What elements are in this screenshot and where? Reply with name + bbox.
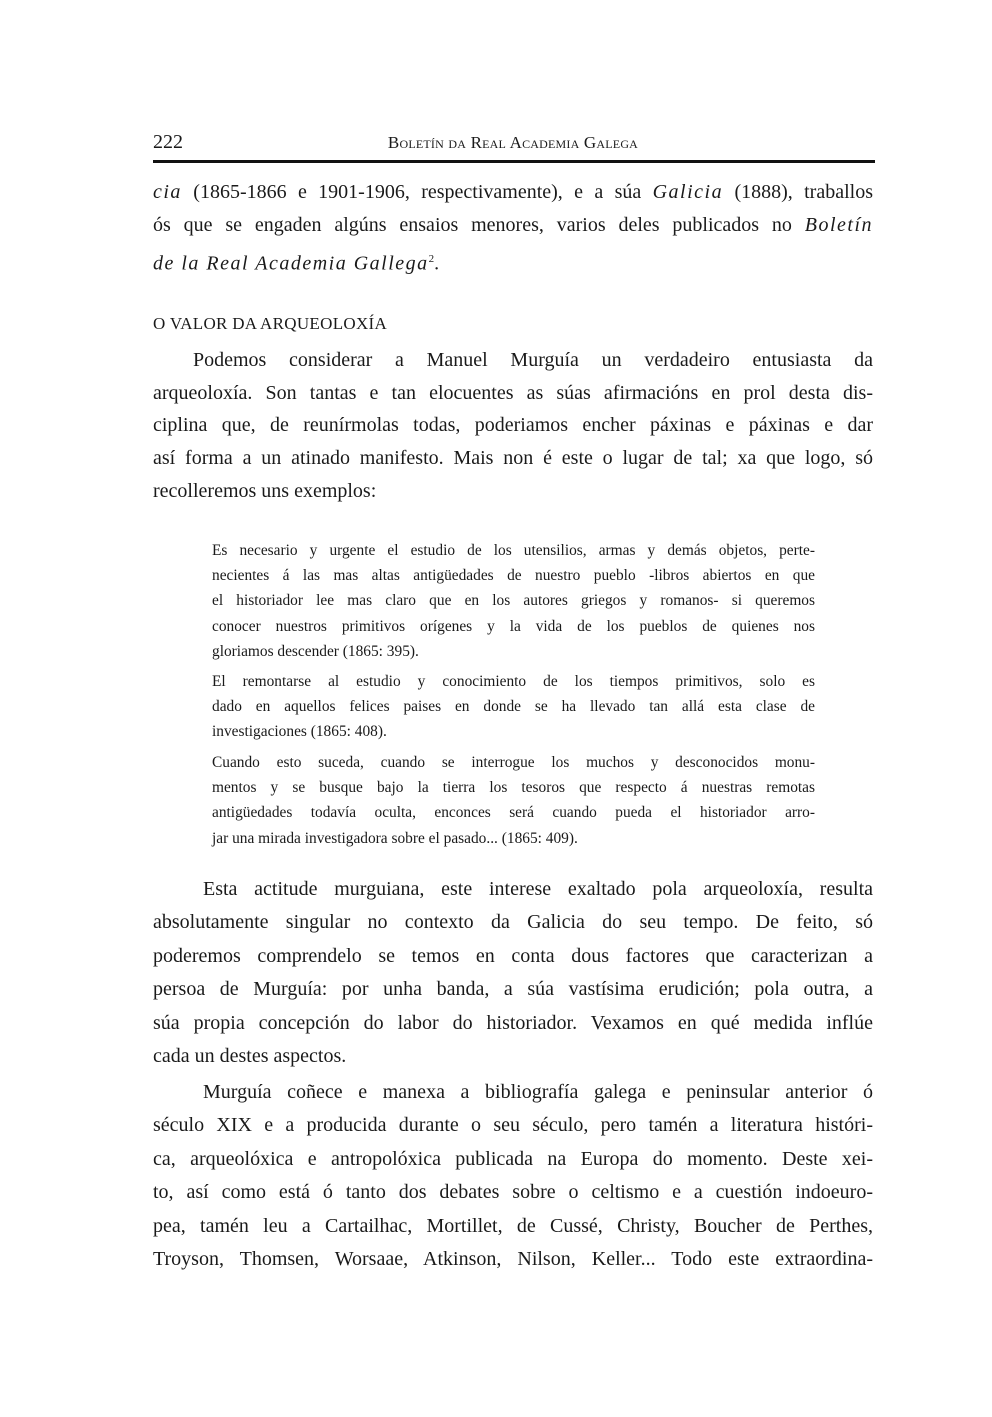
paragraph (153, 344, 873, 508)
quote-line: dado en aquellos felices paises en donde se ha llevado tan allá esta clase de (212, 698, 815, 716)
block-quote (212, 669, 815, 745)
quote-line: el historiador lee mas claro que en los autores griegos y romanos- si queremos (212, 592, 815, 610)
text-line: Podemos considerar a Manuel Murguía un verdadeiro entusiasta da (193, 349, 873, 371)
quote-line: antigüedades todavía oculta, enconces será cuando pueda el historiador arro- (212, 804, 815, 822)
page-number: 222 (153, 131, 183, 153)
paragraph (153, 1076, 873, 1276)
italic-text: Galicia (652, 181, 724, 203)
text-line: Troyson, Thomsen, Worsaae, Atkinson, Nilson, Keller... Todo este extraordina- (153, 1248, 873, 1271)
quote-line: necientes á las mas altas antigüedades de nuestro pueblo -libros abiertos en que (212, 567, 815, 585)
text: (1888), traballos (723, 181, 873, 203)
text-line: pea, tamén leu a Cartailhac, Mortillet, de Cussé, Christy, Boucher de Perthes, (153, 1214, 873, 1237)
text-line: Murguía coñece e manexa a bibliografía galega e peninsular anterior ó (203, 1081, 873, 1103)
quote-line: mentos y se busque bajo la tierra los tesoros que respecto á nuestras remotas (212, 779, 815, 797)
quote-line: Es necesario y urgente el estudio de los utensilios, armas y demás objetos, perte- (212, 542, 815, 559)
text-line: súa propia concepción do labor do historiador. Vexamos en qué medida inflúe (153, 1011, 873, 1034)
text-line: Esta actitude murguiana, este interese exaltado pola arqueoloxía, resulta (203, 878, 873, 900)
block-quote (212, 750, 815, 851)
text-line (153, 243, 873, 281)
section-title: O VALOR DA ARQUEOLOXÍA (153, 314, 388, 333)
text-line: recolleremos uns exemplos: (153, 479, 377, 502)
text-line: arqueoloxía. Son tantas e tan elocuentes as súas afirmacións en prol desta dis- (153, 381, 873, 404)
text-line: to, así como está ó tanto dos debates sobre o celtismo e a cuestión indoeuro- (153, 1181, 873, 1204)
text-line: así forma a un atinado manifesto. Mais non é este o lugar de tal; xa que logo, só (153, 447, 873, 470)
paragraph (153, 873, 873, 1073)
text-line: ciplina que, de reunírmolas todas, poderiamos encher páxinas e páxinas e dar (153, 414, 873, 437)
italic-text: cia (153, 181, 182, 203)
quote-line: investigaciones (1865: 408). (212, 723, 387, 741)
text-line: século XIX e a producida durante o seu século, pero tamén a literatura históri- (153, 1114, 873, 1137)
text-line (153, 209, 873, 242)
text-line (153, 176, 873, 209)
block-quote (212, 538, 815, 664)
text-line: poderemos comprendelo se temos en conta dous factores que caracterizan a (153, 944, 873, 967)
quote-line: gloriamos descender (1865: 395). (212, 642, 419, 660)
text-line: persoa de Murguía: por unha banda, a súa vastísima erudición; pola outra, a (153, 978, 873, 1001)
header-rule (153, 160, 875, 163)
text-line: absolutamente singular no contexto da Galicia do seu tempo. De feito, só (153, 911, 873, 934)
running-title: Boletín da Real Academia Galega (387, 133, 639, 152)
footnote-ref[interactable]: 2 (428, 252, 435, 265)
quote-line: conocer nuestros primitivos orígenes y la vida de los pueblos de quienes nos (212, 617, 815, 635)
italic-text: Boletín (804, 214, 873, 237)
quote-line: Cuando esto suceda, cuando se interrogue los muchos y desconocidos monu- (212, 754, 815, 771)
continuation-paragraph (153, 176, 873, 281)
text-line: cada un destes aspectos. (153, 1045, 347, 1068)
quote-line: El remontarse al estudio y conocimiento de los tiempos primitivos, solo es (212, 673, 815, 690)
text: ós que se engaden algúns ensaios menores, varios deles publicados no (153, 214, 805, 237)
text: (1865-1866 e 1901-1906, respectivamente), e a súa (181, 181, 653, 203)
quote-line: jar una mirada investigadora sobre el pasado... (1865: 409). (212, 829, 578, 847)
text-line: ca, arqueolóxica e antropolóxica publicada na Europa do momento. Deste xei- (153, 1147, 873, 1170)
text: . (434, 252, 440, 275)
italic-text: de la Real Academia Gallega (153, 252, 429, 275)
